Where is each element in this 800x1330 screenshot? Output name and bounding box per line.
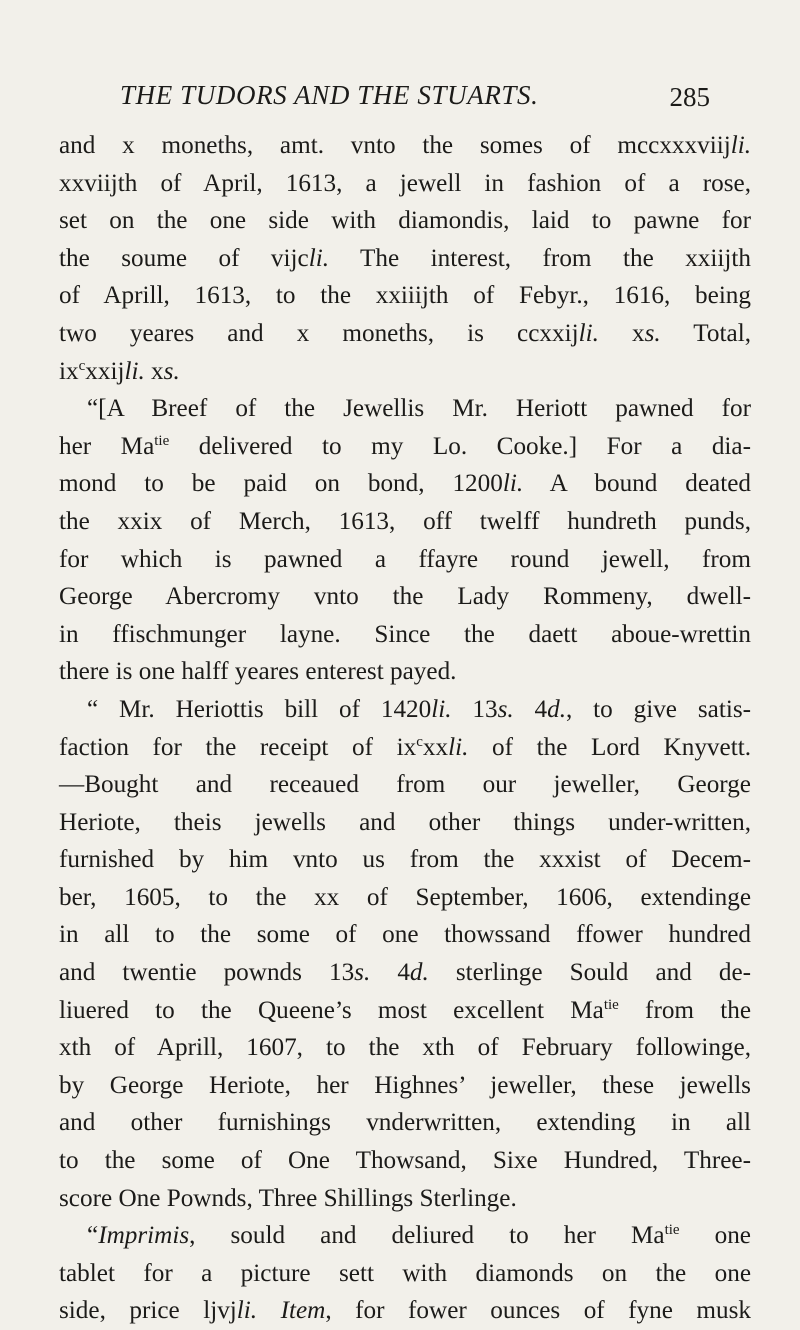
text-run: tie [154,432,170,449]
text-run: tie [603,996,619,1013]
text-line [59,428,751,466]
text-run: s. [163,357,180,385]
text-run: , for fower ounces of fyne musk [325,1297,752,1325]
text-run: set on the one side with diamondis, laid to pawne for [59,207,751,235]
page-number: 285 [669,82,710,112]
text-run: 4 [370,959,410,987]
text-run: faction for the receipt of ix [59,733,417,761]
text-run: li. [236,1297,258,1325]
text-line [59,1029,751,1067]
text-line [59,766,751,804]
text-run: Item [280,1297,326,1325]
text-run: s. [354,959,371,987]
text-run: Imprimis [98,1222,190,1250]
text-run: for which is pawned a ffayre round jewell, from [59,545,751,573]
text-run: sterlinge Sould and de- [428,959,752,987]
text-line [59,729,751,767]
text-line [59,653,751,691]
text-line [59,954,751,992]
text-run: ix [59,357,79,385]
text-run: ber, 1605, to the xx of September, 1606, extendinge [59,883,751,911]
text-line [59,1104,751,1142]
text-run: score One Pownds, Three Shillings Sterlinge. [59,1184,517,1212]
text-line [59,992,751,1030]
text-run: tie [664,1222,680,1239]
text-run: xth of Aprill, 1607, to the xth of February followinge, [59,1034,751,1062]
text-run: one [679,1222,751,1250]
text-run: The interest, from the xxiijth [329,244,751,272]
text-run: xx [422,733,449,761]
text-line [59,1142,751,1180]
text-line [59,841,751,879]
text-run [257,1297,281,1324]
text-run: 4 [513,695,548,723]
text-line [59,1217,751,1255]
text-line [59,315,751,353]
text-run: xxviijth of April, 1613, a jewell in fashion of a rose, [59,169,751,197]
text-line [59,691,751,729]
text-run: —Bought and receaued from our jeweller, George [59,771,751,799]
text-run: 13 [451,695,498,723]
text-run: Total, [660,319,751,347]
text-run: Heriote, theis jewells and other things under-written, [59,808,751,836]
text-run: delivered to my Lo. Cooke.] For a dia- [169,432,751,460]
text-run: d. [547,695,567,723]
text-run: s. [497,695,514,723]
text-run: there is one halff yeares enterest payed. [59,658,457,686]
text-run: c [78,357,86,374]
text-run: in ffischmunger layne. Since the daett aboue-wrettin [59,620,751,648]
text-run: the soume of vijc [59,244,309,272]
text-run: li. [448,733,469,761]
text-run: furnished by him vnto us from the xxxist of Decem- [59,846,751,874]
text-line [59,165,751,203]
text-run: d. [409,959,429,987]
text-run: and x moneths, amt. vnto the somes of mccxxxviij [59,132,731,159]
text-run: li. [308,244,329,272]
text-run: her Ma [59,432,155,460]
text-run: s. [644,319,661,347]
text-run: George Abercromy vnto the Lady Rommeny, dwell- [59,583,751,611]
text-run: of Aprill, 1613, to the xxiiijth of Febyr., 1616, being [59,282,751,310]
text-run: mond to be paid on bond, 1200 [59,470,503,498]
text-line [59,503,751,541]
text-run: A bound deated [523,470,751,498]
text-line [59,277,751,315]
page-header [120,80,710,120]
text-line [59,541,751,579]
text-line [59,879,751,917]
text-line [59,804,751,842]
text-run: , sould and deliured to her Ma [189,1222,665,1250]
text-run: “ [87,1222,99,1250]
text-run: tablet for a picture sett with diamonds on the one [59,1259,751,1287]
text-run: by George Heriote, her Highnes’ jeweller, these jewells [59,1071,751,1099]
text-run: the xxix of Merch, 1613, off twelff hundreth punds, [59,507,751,535]
text-run: li. [502,470,524,498]
text-line [59,1180,751,1218]
text-run: “ Mr. Heriottis bill of 1420 [87,695,432,723]
text-line [59,578,751,616]
text-run: of the Lord Knyvett. [468,733,751,761]
body-text [59,127,751,1330]
text-line [59,465,751,503]
text-run: c [416,733,423,750]
text-run: , to give satis- [566,695,752,723]
text-run: x [598,319,645,347]
text-run: side, price ljvj [59,1297,237,1325]
text-run: x [144,357,164,385]
text-line [59,1255,751,1293]
text-line [59,240,751,278]
text-run: and twentie pownds 13 [59,959,355,987]
text-run: and other furnishings vnderwritten, extending in all [59,1109,751,1137]
text-line [59,390,751,428]
text-run: liuered to the Queene’s most excellent Ma [59,996,604,1024]
text-run: “[A Breef of the Jewellis Mr. Heriott pawned for [87,395,751,423]
text-line [59,916,751,954]
text-line [59,353,751,391]
text-line [59,127,751,165]
text-run: li. [578,319,599,347]
text-line [59,1292,751,1330]
text-run: li. [124,357,145,385]
text-run: from the [618,996,752,1024]
running-title: THE TUDORS AND THE STUARTS. [120,80,539,110]
text-run: two yeares and x moneths, is ccxxij [59,319,579,347]
text-run: to the some of One Thowsand, Sixe Hundred, Three- [59,1147,751,1175]
text-line [59,202,751,240]
text-run: xxij [85,357,125,385]
text-run: li. [730,132,751,159]
text-line [59,616,751,654]
text-run: li. [431,695,452,723]
text-line [59,1067,751,1105]
text-run: in all to the some of one thowssand ffower hundred [59,921,751,949]
